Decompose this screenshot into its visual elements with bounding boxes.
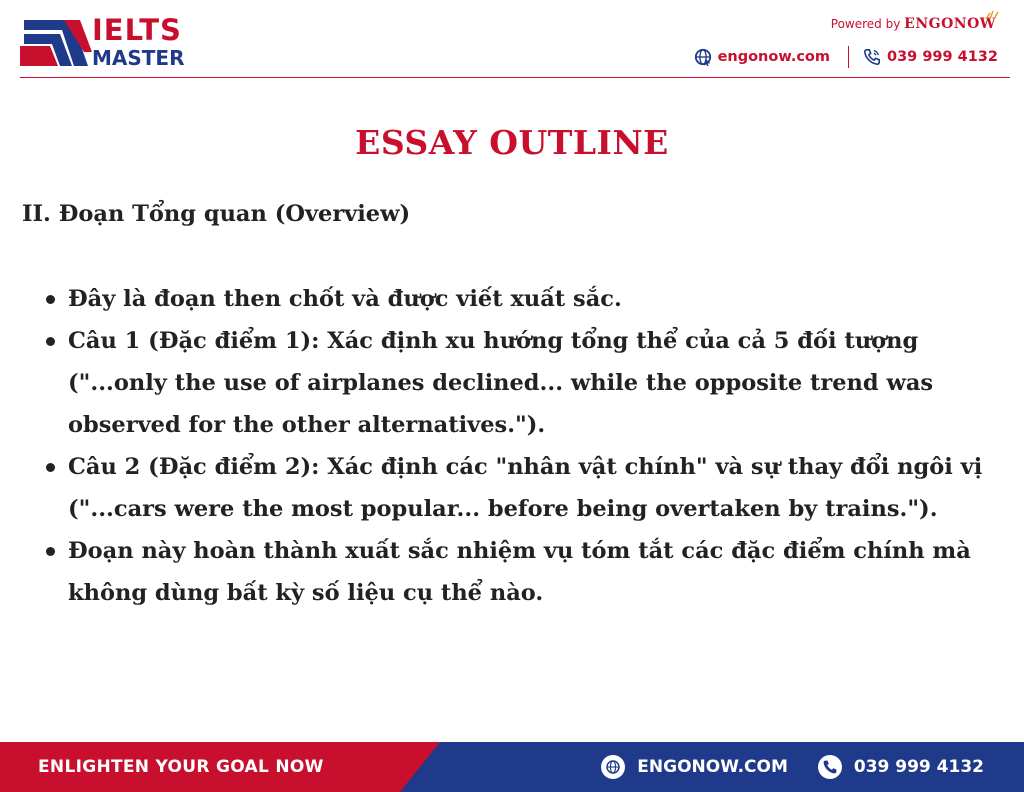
bullet-item: Đoạn này hoàn thành xuất sắc nhiệm vụ tóm tắt các đặc điểm chính mà không dùng bất kỳ số liệu cụ thể nào. [68, 530, 1018, 614]
footer-contacts [601, 742, 984, 792]
bullet-item: Đây là đoạn then chốt và được viết xuất sắc. [68, 278, 1018, 320]
powered-by-brand: ENGONOW [904, 16, 996, 32]
footer-phone[interactable] [818, 755, 984, 779]
phone-icon [863, 48, 881, 66]
header-phone[interactable] [863, 48, 998, 66]
bullet-item: Câu 2 (Đặc điểm 2): Xác định các "nhân vật chính" và sự thay đổi ngôi vị ("...cars were the most popular... before being overtaken by trains."). [68, 446, 1018, 530]
header-website-text: engonow.com [717, 49, 830, 65]
powered-by [831, 16, 996, 32]
globe-icon [694, 48, 712, 66]
header-phone-text: 039 999 4132 [887, 49, 998, 65]
logo-ielts-text: IELTS [92, 13, 182, 47]
header-website[interactable] [694, 48, 830, 66]
logo-master-text: MASTER [92, 46, 185, 70]
page-title: ESSAY OUTLINE [355, 123, 669, 162]
footer-phone-text: 039 999 4132 [853, 757, 984, 777]
footer-website-text: ENGONOW.COM [637, 757, 788, 777]
globe-icon [601, 755, 625, 779]
page-footer [0, 742, 1024, 792]
header-contact-divider [848, 46, 849, 68]
header-divider [20, 77, 1010, 78]
bullet-item: Câu 1 (Đặc điểm 1): Xác định xu hướng tổng thể của cả 5 đối tượng ("...only the use of airplanes declined... while the opposite trend was observed for the other alternatives."). [68, 320, 1018, 446]
ielts-master-logo-icon [20, 16, 92, 68]
footer-slogan: ENLIGHTEN YOUR GOAL NOW [38, 757, 324, 777]
bullet-list [68, 278, 1018, 614]
sunrise-icon [984, 8, 1000, 20]
footer-website[interactable] [601, 755, 788, 779]
phone-icon [818, 755, 842, 779]
powered-by-prefix: Powered by [830, 17, 901, 31]
header-contacts [694, 46, 998, 68]
page-header [0, 0, 1024, 80]
section-heading: II. Đoạn Tổng quan (Overview) [22, 201, 411, 227]
